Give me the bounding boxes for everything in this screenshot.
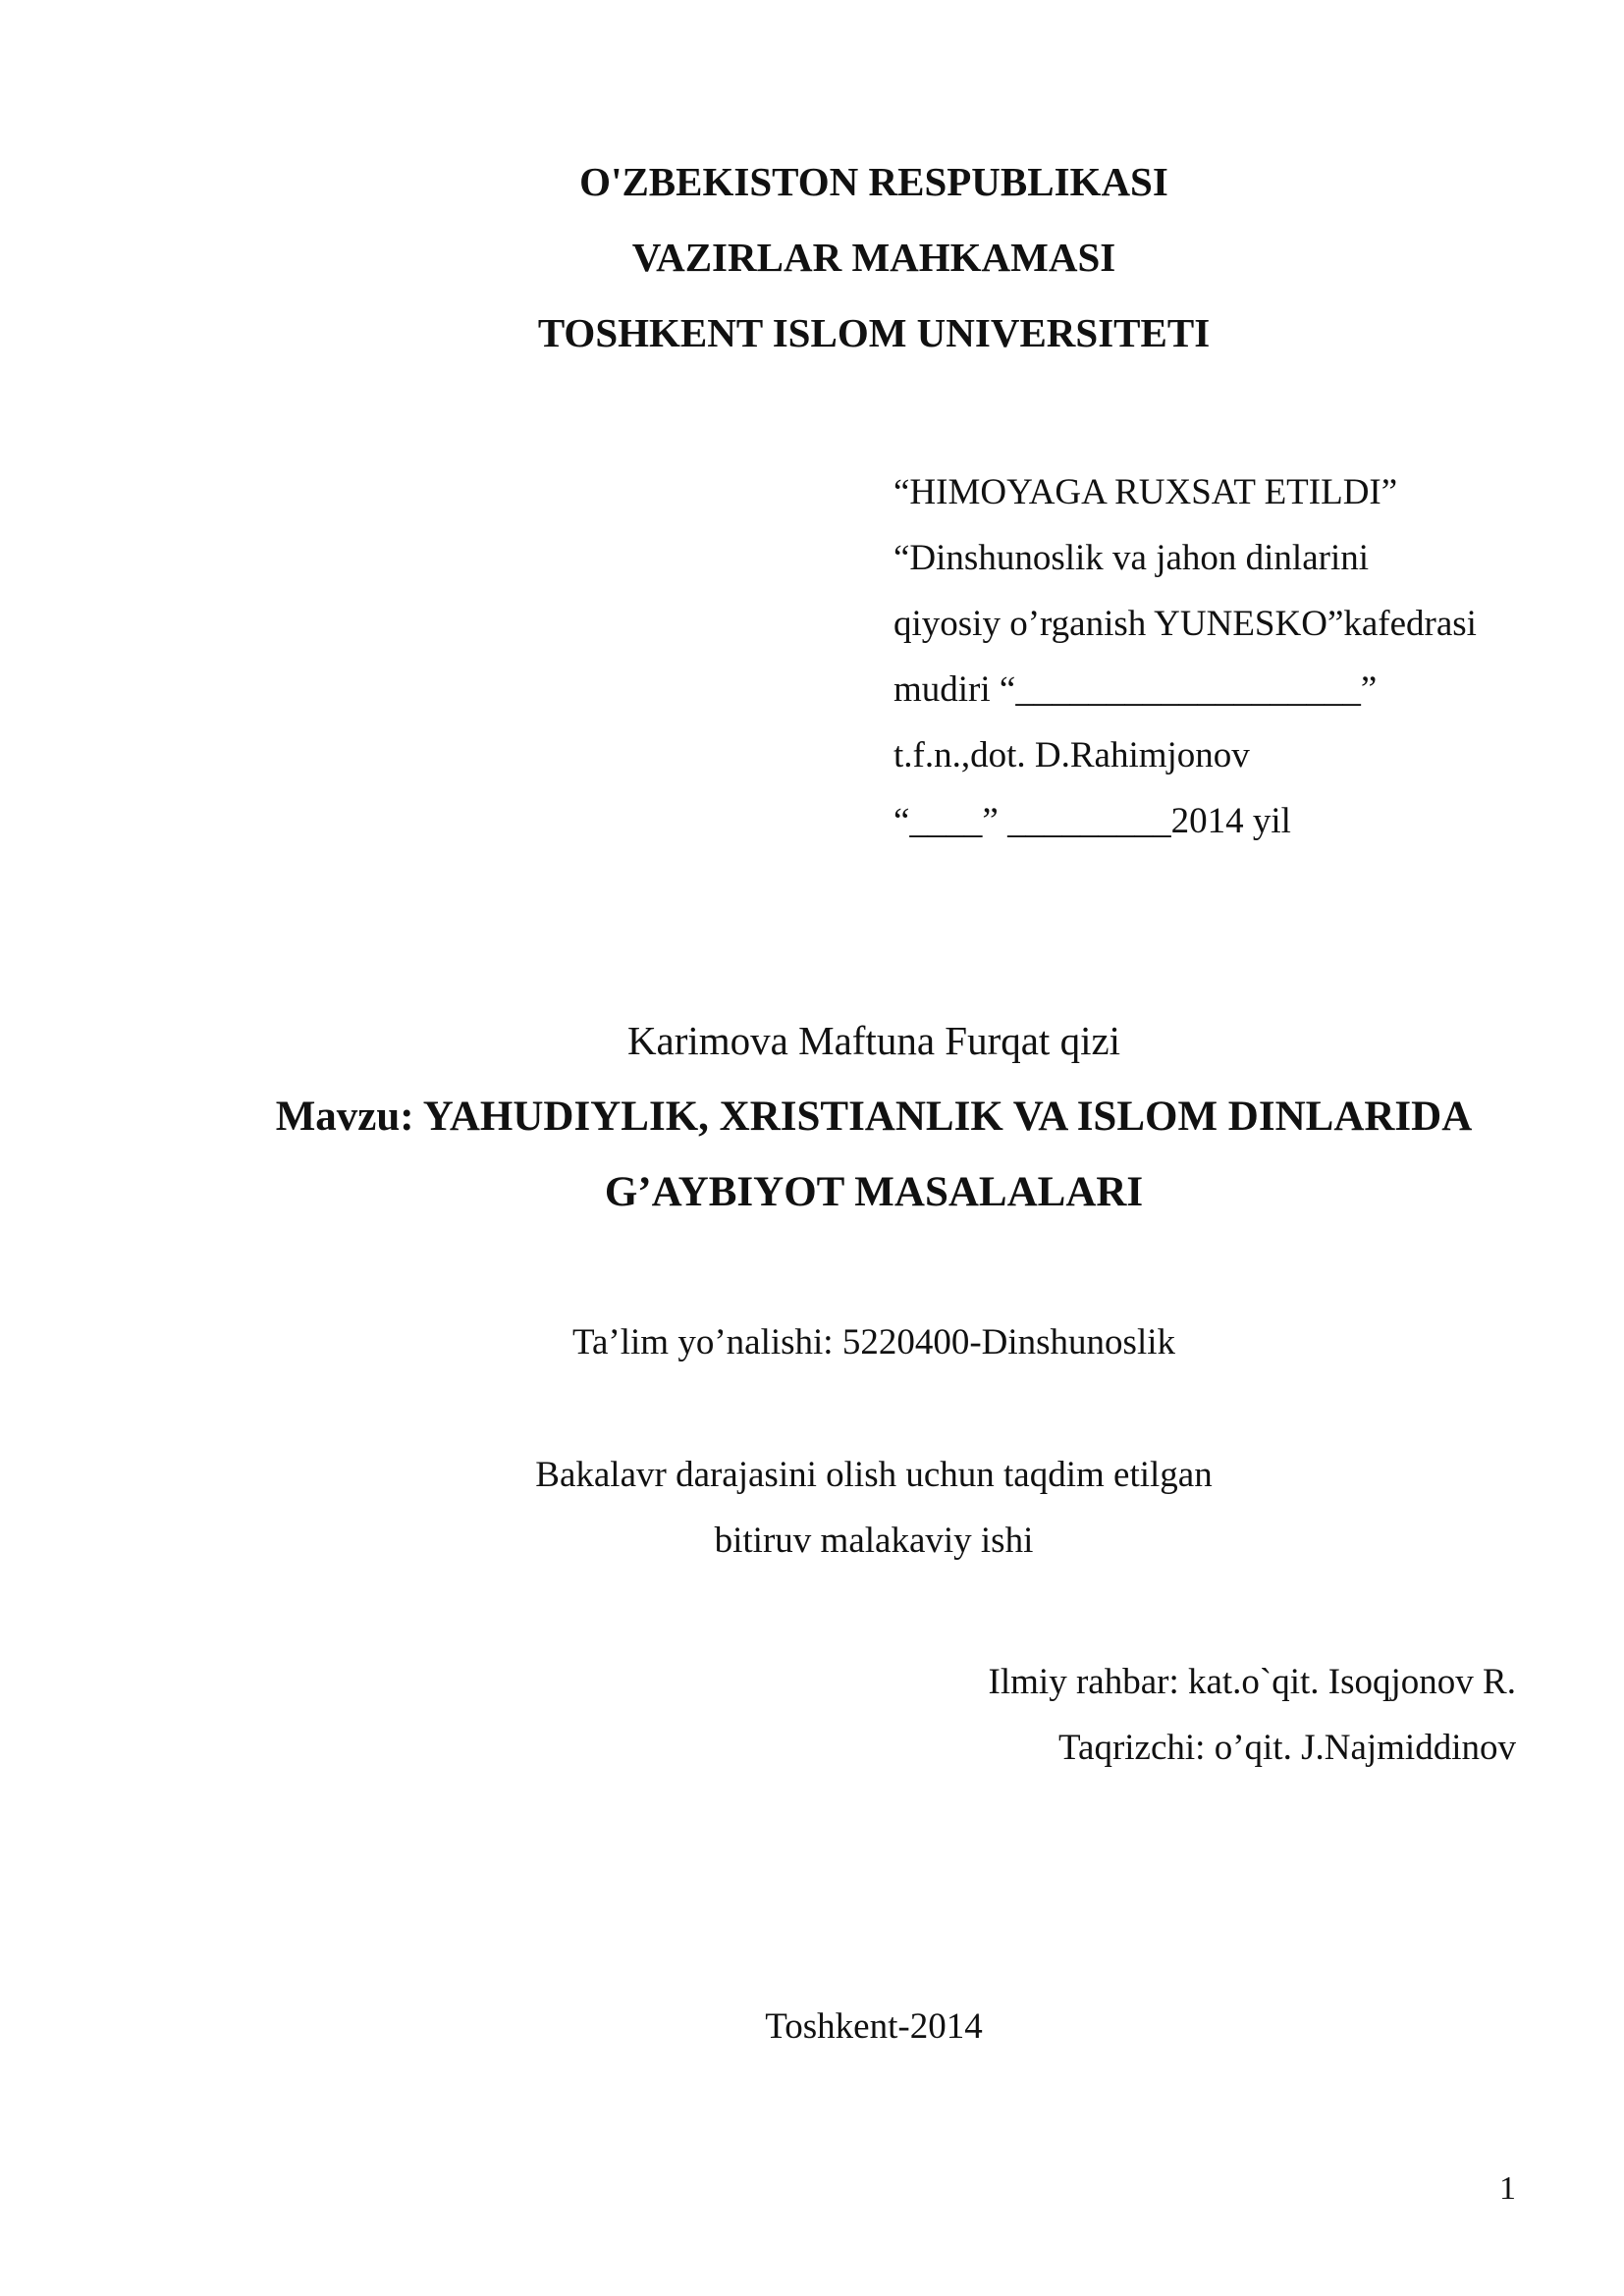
approval-department-line1: “Dinshunoslik va jahon dinlarini	[893, 538, 1370, 578]
supervisors-block	[989, 1649, 1516, 1781]
approval-head-name: t.f.n.,dot. D.Rahimjonov	[893, 735, 1250, 775]
header-ministry: VAZIRLAR MAHKAMASI	[631, 235, 1116, 280]
reviewer: Taqrizchi: o’qit. J.Najmiddinov	[1058, 1728, 1516, 1768]
degree-line2: bitiruv malakaviy ishi	[714, 1521, 1034, 1561]
approval-department-line2: qiyosiy o’rganish YUNESKO”kafedrasi	[893, 604, 1477, 644]
topic-line1: Mavzu: YAHUDIYLIK, XRISTIANLIK VA ISLOM DINLARIDA	[275, 1094, 1473, 1140]
topic-line2: G’AYBIYOT MASALALARI	[604, 1169, 1144, 1215]
page-number: 1	[1499, 2170, 1516, 2207]
header-country: O'ZBEKISTON RESPUBLIKASI	[579, 159, 1168, 204]
education-direction: Ta’lim yo’nalishi: 5220400-Dinshunoslik	[571, 1322, 1176, 1362]
author-name: Karimova Maftuna Furqat qizi	[626, 1018, 1121, 1063]
header-university: TOSHKENT ISLOM UNIVERSITETI	[537, 310, 1211, 355]
approval-head-signature: mudiri “___________________”	[893, 669, 1378, 710]
degree-line1: Bakalavr darajasini olish uchun taqdim etilgan	[535, 1455, 1213, 1495]
approval-block	[893, 459, 1477, 854]
place-year: Toshkent-2014	[765, 2006, 983, 2047]
scientific-advisor: Ilmiy rahbar: kat.o`qit. Isoqjonov R.	[988, 1662, 1516, 1702]
approval-date: “____” _________2014 yil	[893, 801, 1291, 841]
approval-title: “HIMOYAGA RUXSAT ETILDI”	[893, 472, 1398, 512]
